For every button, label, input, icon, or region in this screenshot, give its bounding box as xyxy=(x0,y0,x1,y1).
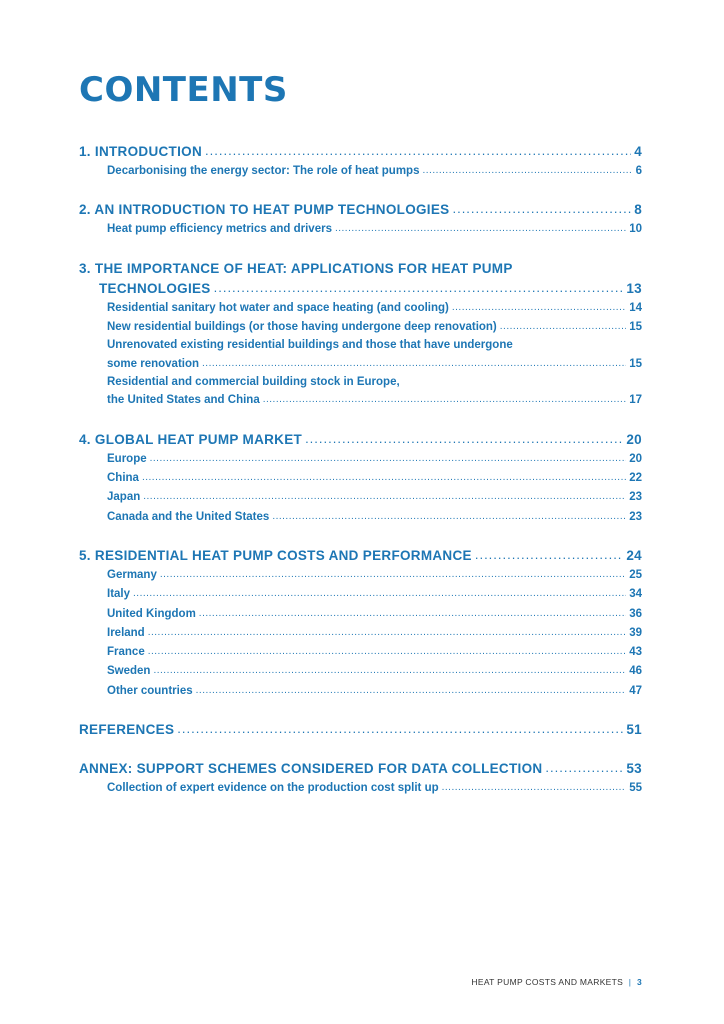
dot-leader xyxy=(422,162,632,180)
dot-leader xyxy=(196,682,627,700)
toc-subentry[interactable] xyxy=(79,566,642,585)
toc-page-number: 6 xyxy=(635,165,642,177)
toc-entry-introduction[interactable] xyxy=(79,142,642,162)
toc-subentry-label: Canada and the United States xyxy=(107,510,270,523)
dot-leader xyxy=(500,318,626,336)
toc-page-number: 22 xyxy=(629,472,642,485)
toc-entry-costs-performance[interactable] xyxy=(79,546,642,566)
toc-page-number: 25 xyxy=(629,568,642,581)
dot-leader xyxy=(475,546,624,565)
footer-title: HEAT PUMP COSTS AND MARKETS xyxy=(471,977,624,987)
toc-entry-label: TECHNOLOGIES xyxy=(99,280,211,296)
toc-page-number: 24 xyxy=(626,547,642,563)
toc-entry-label: 2. AN INTRODUCTION TO HEAT PUMP TECHNOLOGIES xyxy=(79,202,450,218)
toc-subentry[interactable] xyxy=(79,162,642,181)
toc-subentry[interactable] xyxy=(79,643,642,662)
toc-page-number: 15 xyxy=(629,357,642,370)
toc-subentry[interactable] xyxy=(79,355,642,374)
dot-leader xyxy=(272,508,626,526)
toc-entry-annex[interactable] xyxy=(79,759,642,779)
toc-entry-importance-of-heat[interactable] xyxy=(79,279,642,299)
dot-leader xyxy=(160,566,626,584)
dot-leader xyxy=(205,142,631,161)
toc-subentry-label: Heat pump efficiency metrics and drivers xyxy=(107,223,332,236)
dot-leader xyxy=(335,220,626,238)
dot-leader xyxy=(199,605,626,623)
dot-leader xyxy=(305,430,623,449)
toc-page-number: 36 xyxy=(629,607,642,620)
toc-subentry[interactable] xyxy=(79,779,642,798)
toc-page-number: 14 xyxy=(629,301,642,314)
toc-page-number: 4 xyxy=(634,144,642,159)
toc-page-number: 8 xyxy=(634,202,642,218)
toc-entry-references[interactable] xyxy=(79,720,642,740)
toc-subentry-label: Italy xyxy=(107,588,131,601)
toc-entry-label: REFERENCES xyxy=(79,722,175,738)
footer-separator: | xyxy=(628,977,632,987)
toc-page-number: 51 xyxy=(626,722,642,738)
toc-subentry[interactable] xyxy=(79,624,642,643)
toc-subentry-label: Other countries xyxy=(107,684,193,697)
toc-page-number: 23 xyxy=(629,510,642,523)
toc-subentry-label: Collection of expert evidence on the production cost split up xyxy=(107,782,439,795)
toc-page-number: 39 xyxy=(629,626,642,639)
toc-entry-label: ANNEX: SUPPORT SCHEMES CONSIDERED FOR DATA COLLECTION xyxy=(79,761,543,777)
page-footer xyxy=(471,977,642,987)
toc-page-number: 13 xyxy=(626,280,642,296)
toc-subentry[interactable] xyxy=(79,220,642,239)
toc-subentry[interactable] xyxy=(79,605,642,624)
toc-subentry-label: Europe xyxy=(107,452,147,465)
toc-subentry-label: Germany xyxy=(107,568,157,581)
dot-leader xyxy=(202,355,626,373)
toc-subentry[interactable] xyxy=(79,508,642,527)
toc-page-number: 17 xyxy=(629,394,642,407)
toc-entry-global-market[interactable] xyxy=(79,430,642,450)
dot-leader xyxy=(143,488,626,506)
dot-leader xyxy=(452,299,626,317)
toc-subentry[interactable] xyxy=(79,299,642,318)
toc-subentry-label: some renovation xyxy=(107,357,200,370)
toc-subentry-label: Ireland xyxy=(107,626,145,639)
toc-page-number: 20 xyxy=(629,452,642,465)
toc-entry-importance-of-heat-line1[interactable]: 3. THE IMPORTANCE OF HEAT: APPLICATIONS FOR HEAT PUMP xyxy=(79,260,513,276)
dot-leader xyxy=(148,643,626,661)
toc-entry-label: 1. INTRODUCTION xyxy=(79,144,203,159)
toc-subentry[interactable] xyxy=(79,469,642,488)
dot-leader xyxy=(545,759,623,778)
toc-subentry-label: Japan xyxy=(107,491,141,504)
toc-subentry-label: France xyxy=(107,646,145,659)
toc-entry-label: 4. GLOBAL HEAT PUMP MARKET xyxy=(79,431,303,447)
toc-subentry-label: United Kingdom xyxy=(107,607,196,620)
toc-subentry[interactable] xyxy=(79,488,642,507)
dot-leader xyxy=(142,469,626,487)
toc-subentry[interactable] xyxy=(79,662,642,681)
toc-subentry-label: Residential sanitary hot water and space heating (and cooling) xyxy=(107,301,449,314)
toc-subentry-label: New residential buildings (or those having undergone deep renovation) xyxy=(107,320,497,333)
table-of-contents xyxy=(79,142,642,798)
toc-subentry-label: the United States and China xyxy=(107,394,260,407)
toc-page-number: 43 xyxy=(629,646,642,659)
toc-subentry[interactable] xyxy=(79,318,642,337)
toc-page-number: 23 xyxy=(629,491,642,504)
toc-subentry-line1[interactable]: Residential and commercial building stock in Europe, xyxy=(107,375,400,388)
toc-subentry[interactable] xyxy=(79,391,642,410)
toc-subentry-line1[interactable]: Unrenovated existing residential buildings and those that have undergone xyxy=(107,339,513,352)
toc-subentry[interactable] xyxy=(79,682,642,701)
toc-page-number: 15 xyxy=(629,320,642,333)
toc-subentry[interactable] xyxy=(79,450,642,469)
toc-page-number: 46 xyxy=(629,665,642,678)
toc-page-number: 53 xyxy=(626,761,642,777)
toc-page-number: 20 xyxy=(626,431,642,447)
toc-entry-label: 5. RESIDENTIAL HEAT PUMP COSTS AND PERFORMANCE xyxy=(79,547,472,563)
toc-subentry-label: Sweden xyxy=(107,665,151,678)
dot-leader xyxy=(214,279,624,298)
dot-leader xyxy=(263,391,626,409)
toc-page-number: 55 xyxy=(629,782,642,795)
page-title: CONTENTS xyxy=(79,70,288,110)
dot-leader xyxy=(177,720,623,739)
dot-leader xyxy=(442,779,627,797)
toc-page-number: 10 xyxy=(629,223,642,236)
dot-leader xyxy=(150,450,627,468)
footer-page-number: 3 xyxy=(636,977,642,987)
dot-leader xyxy=(148,624,626,642)
toc-subentry[interactable] xyxy=(79,585,642,604)
toc-subentry-label: China xyxy=(107,472,139,485)
toc-subentry-label: Decarbonising the energy sector: The role of heat pumps xyxy=(107,165,420,177)
toc-page-number: 47 xyxy=(629,684,642,697)
toc-entry-heat-pump-technologies[interactable] xyxy=(79,200,642,220)
dot-leader xyxy=(452,200,631,219)
dot-leader xyxy=(133,585,626,603)
toc-page-number: 34 xyxy=(629,588,642,601)
dot-leader xyxy=(153,662,626,680)
